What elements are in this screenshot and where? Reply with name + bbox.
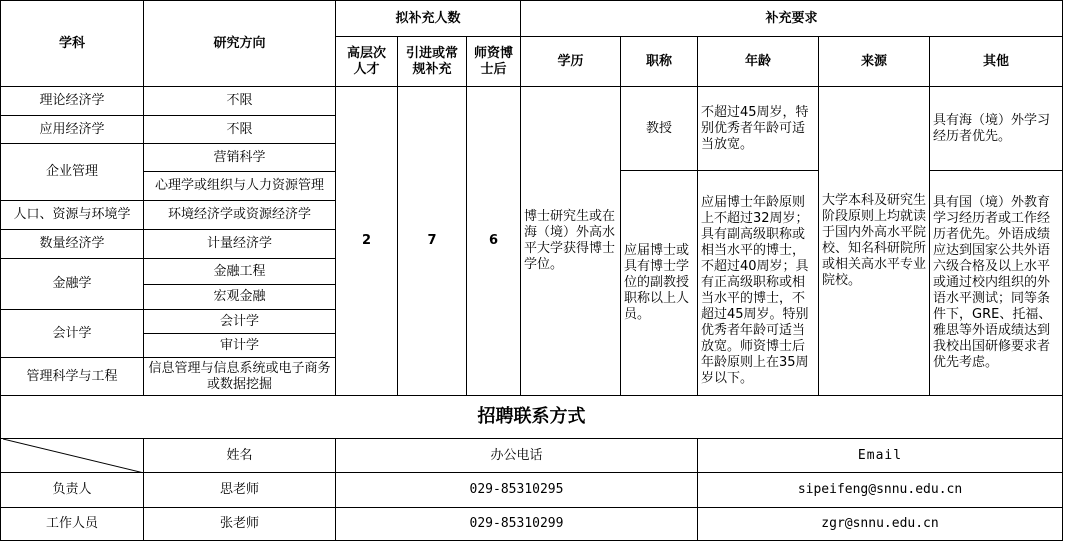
header-age: 年龄 xyxy=(698,37,819,87)
subject-applied-econ: 应用经济学 xyxy=(1,116,144,144)
direction-fin-eng: 金融工程 xyxy=(144,259,336,285)
header-other: 其他 xyxy=(930,37,1063,87)
header-direction: 研究方向 xyxy=(144,1,336,87)
direction-psych-hr: 心理学或组织与人力资源管理 xyxy=(144,172,336,201)
req-other-associate: 具有国（境）外教育学习经历者或工作经历者优先。外语成绩应达到国家公共外语六级合格及以上水平或通过校内组织的外语水平测试；同等条件下，GRE、托福、雅思等外语成绩达到我校出国研修要求者优先考虑。 xyxy=(930,171,1063,396)
req-other-professor: 具有海（境）外学习经历者优先。 xyxy=(930,87,1063,171)
header-postdoc: 师资博 士后 xyxy=(467,37,521,87)
direction-unlimited-1: 不限 xyxy=(144,87,336,116)
contact-row-role: 工作人员 xyxy=(1,508,144,541)
contact-row-email: sipeifeng@snnu.edu.cn xyxy=(698,473,1063,508)
header-education: 学历 xyxy=(521,37,621,87)
req-title-professor: 教授 xyxy=(621,87,698,171)
header-planned-count: 拟补充人数 xyxy=(336,1,521,37)
subject-accounting: 会计学 xyxy=(1,310,144,358)
direction-auditing: 审计学 xyxy=(144,334,336,358)
direction-unlimited-2: 不限 xyxy=(144,116,336,144)
header-regular: 引进或常 规补充 xyxy=(398,37,467,87)
header-title: 职称 xyxy=(621,37,698,87)
contact-row-role: 负责人 xyxy=(1,473,144,508)
req-education: 博士研究生或在海（境）外高水平大学获得博士学位。 xyxy=(521,87,621,396)
subject-quant-econ: 数量经济学 xyxy=(1,230,144,259)
header-subject: 学科 xyxy=(1,1,144,87)
subject-theory-econ: 理论经济学 xyxy=(1,87,144,116)
header-source: 来源 xyxy=(819,37,930,87)
contact-corner-cell xyxy=(1,439,144,473)
contact-col-name: 姓名 xyxy=(144,439,336,473)
subject-population: 人口、资源与环境学 xyxy=(1,201,144,230)
direction-info-mgmt: 信息管理与信息系统或电子商务 或数据挖掘 xyxy=(144,358,336,396)
subject-mgmt-sci: 管理科学与工程 xyxy=(1,358,144,396)
req-age-professor: 不超过45周岁，特别优秀者年龄可适当放宽。 xyxy=(698,87,819,171)
direction-macro-fin: 宏观金融 xyxy=(144,285,336,310)
direction-econometrics: 计量经济学 xyxy=(144,230,336,259)
contact-section-title: 招聘联系方式 xyxy=(1,396,1063,439)
contact-col-email: Email xyxy=(698,439,1063,473)
count-high-level: 2 xyxy=(336,87,398,396)
req-title-associate: 应届博士或具有博士学位的副教授职称以上人员。 xyxy=(621,171,698,396)
header-requirements: 补充要求 xyxy=(521,1,1063,37)
header-high-level: 高层次 人才 xyxy=(336,37,398,87)
direction-accounting: 会计学 xyxy=(144,310,336,334)
direction-marketing: 营销科学 xyxy=(144,144,336,172)
subject-finance: 金融学 xyxy=(1,259,144,310)
contact-col-phone: 办公电话 xyxy=(336,439,698,473)
contact-row-name: 思老师 xyxy=(144,473,336,508)
contact-row-phone: 029-85310295 xyxy=(336,473,698,508)
req-source: 大学本科及研究生阶段原则上均就读于国内外高水平院校、知名科研院所或相关高水平专业院校。 xyxy=(819,87,930,396)
subject-business-mgmt: 企业管理 xyxy=(1,144,144,201)
req-age-associate: 应届博士年龄原则上不超过32周岁；具有副高级职称或相当水平的博士，不超过40周岁；具有正高级职称或相当水平的博士，不超过45周岁。特别优秀者年龄可适当放宽。师资博士后年龄原则上在35周岁以下。 xyxy=(698,171,819,396)
count-regular: 7 xyxy=(398,87,467,396)
contact-row-email: zgr@snnu.edu.cn xyxy=(698,508,1063,541)
contact-row-name: 张老师 xyxy=(144,508,336,541)
direction-env-econ: 环境经济学或资源经济学 xyxy=(144,201,336,230)
count-postdoc: 6 xyxy=(467,87,521,396)
contact-row-phone: 029-85310299 xyxy=(336,508,698,541)
